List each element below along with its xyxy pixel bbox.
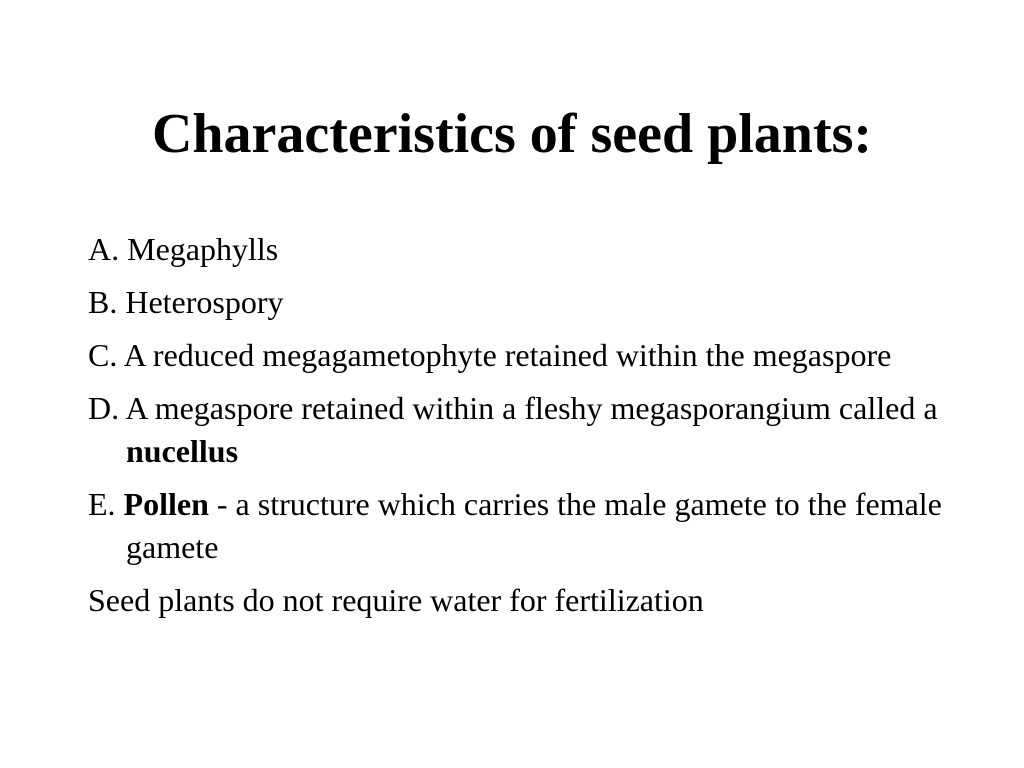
item-text-suffix: - a structure which carries the male gamete to the female gamete <box>126 486 942 565</box>
term-pollen: Pollen <box>123 486 209 522</box>
term-nucellus: nucellus <box>126 433 239 469</box>
item-text: Seed plants do not require water for fertilization <box>88 582 704 618</box>
item-text: C. A reduced megagametophyte retained within the megaspore <box>88 337 892 373</box>
item-text: D. A megaspore retained within a fleshy megasporangium called a <box>88 390 938 426</box>
item-text: E. <box>88 486 124 522</box>
list-item-e <box>88 483 968 569</box>
list-item-d <box>88 387 968 473</box>
list-item-a <box>88 228 968 271</box>
item-text: B. Heterospory <box>88 284 284 320</box>
item-text: A. Megaphylls <box>88 231 279 267</box>
slide-title: Characteristics of seed plants: <box>151 103 873 165</box>
list-item-b <box>88 281 968 324</box>
bullet-list <box>88 228 968 632</box>
list-item-c <box>88 334 968 377</box>
list-item-summary <box>88 579 968 622</box>
